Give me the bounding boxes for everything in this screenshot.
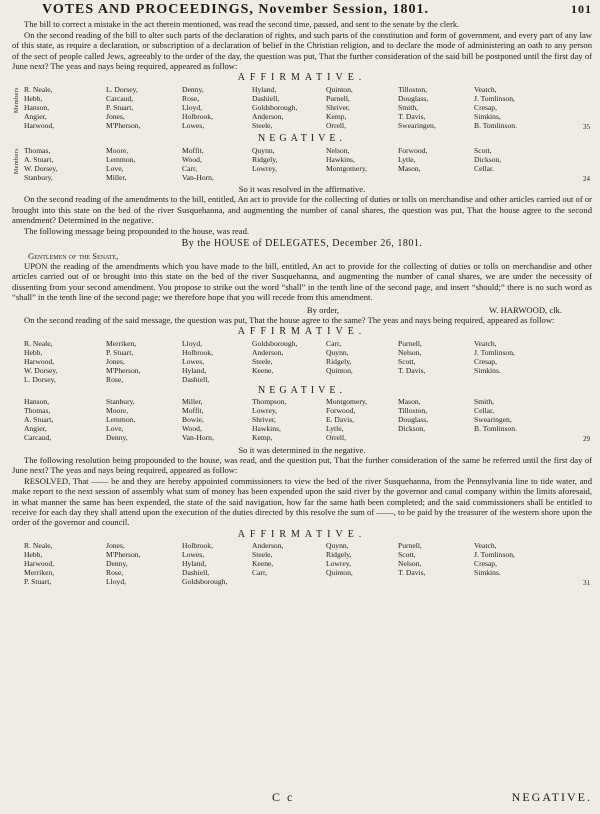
member-name: Carr, bbox=[182, 163, 198, 173]
member-name: Lytle, bbox=[326, 424, 344, 434]
paragraph: On the second reading of the said message, the question was put, That the house agree to the same? The yeas and nays being required, appeared as follow: bbox=[24, 314, 555, 325]
affirmative-heading: AFFIRMATIVE. bbox=[237, 528, 367, 540]
vote-column bbox=[398, 339, 474, 384]
member-name: Moore, bbox=[106, 145, 129, 155]
member-name: Moffit, bbox=[182, 406, 204, 416]
member-name: R. Neale, bbox=[24, 338, 53, 348]
vote-column bbox=[252, 397, 326, 442]
clerk-signature: W. HARWOOD, clk. bbox=[489, 304, 562, 315]
vote-column bbox=[326, 541, 398, 586]
member-name: Purnell, bbox=[398, 541, 422, 551]
member-name: Carcaud, bbox=[24, 433, 52, 443]
member-name: Miller, bbox=[182, 397, 203, 407]
member-name: Anderson, bbox=[252, 541, 284, 551]
member-name: Veatch, bbox=[474, 541, 497, 551]
member-name: Hanson, bbox=[24, 102, 50, 112]
member-name: Dashiell, bbox=[182, 374, 210, 384]
vote-column bbox=[24, 397, 106, 442]
vote-column bbox=[326, 339, 398, 384]
member-name: Keene, bbox=[252, 559, 274, 569]
member-name: Smith, bbox=[474, 397, 495, 407]
paragraph: The following resolution being propounded to the house, was read, and the question put, That the further consideration of the same be referred until the first day of June next? The yeas and nays being required, appeared as follow: bbox=[12, 454, 592, 476]
member-name: R. Neale, bbox=[24, 84, 53, 94]
resolution-result: So it was resolved in the affirmative. bbox=[238, 184, 366, 195]
member-name: Thompson, bbox=[252, 397, 287, 407]
member-name: Orrell, bbox=[326, 433, 347, 443]
member-name: Love, bbox=[106, 163, 124, 173]
member-name: Cellar, bbox=[474, 406, 495, 416]
member-name: P. Stuart, bbox=[106, 102, 134, 112]
vote-column bbox=[474, 85, 544, 130]
vote-column bbox=[182, 339, 252, 384]
affirmative-heading: AFFIRMATIVE. bbox=[237, 72, 367, 84]
member-name: Montgomery, bbox=[326, 163, 368, 173]
member-name: Steele, bbox=[252, 356, 273, 366]
member-name: Lowes, bbox=[182, 356, 205, 366]
member-name: J. Tomlinson, bbox=[474, 550, 515, 560]
member-name: Denny, bbox=[106, 433, 128, 443]
affirmative-heading: AFFIRMATIVE. bbox=[237, 326, 367, 338]
member-name: Thomas, bbox=[24, 406, 51, 416]
running-header bbox=[42, 4, 592, 15]
member-name: M'Pherson, bbox=[106, 550, 141, 560]
member-name: Lowrey, bbox=[326, 559, 352, 569]
member-name: Lowrey, bbox=[252, 406, 278, 416]
member-name: Nelson, bbox=[398, 559, 422, 569]
member-name: M'Pherson, bbox=[106, 365, 141, 375]
page-number: 101 bbox=[571, 2, 592, 16]
vote-column bbox=[24, 85, 106, 130]
vote-count: 24 bbox=[583, 174, 590, 183]
member-name: A. Stuart, bbox=[24, 415, 54, 425]
member-name: Dickson, bbox=[398, 424, 426, 434]
member-name: Rose, bbox=[106, 568, 124, 578]
vote-side-label: Members bbox=[14, 147, 20, 174]
member-name: Goldsborough, bbox=[182, 577, 228, 587]
member-name: Carcaud, bbox=[106, 93, 134, 103]
member-name: Orrell, bbox=[326, 120, 347, 130]
member-name: Quynn, bbox=[252, 145, 275, 155]
member-name: Wood, bbox=[182, 424, 202, 434]
member-name: Ridgely, bbox=[326, 550, 352, 560]
vote-column bbox=[474, 146, 544, 182]
member-name: Quinton, bbox=[326, 84, 353, 94]
member-name: Hawkins, bbox=[252, 424, 281, 434]
member-name: Love, bbox=[106, 424, 124, 434]
member-name: Jones, bbox=[106, 111, 125, 121]
page-footer bbox=[12, 789, 592, 804]
paragraph: On the second reading of the amendments to the bill, entitled, An act to provide for the collecting of duties or tolls on merchandise and other articles carried out of or brought into this state on the bed of the river Susquehanna, and augmenting the number of canal shares, the question was put, That the house agree to the second amendment? Determined in the negative. bbox=[12, 194, 592, 226]
vote-column bbox=[24, 146, 106, 182]
member-name: Anderson, bbox=[252, 111, 284, 121]
member-name: W. Dorsey, bbox=[24, 365, 58, 375]
vote-column bbox=[106, 541, 182, 586]
member-name: Anderson, bbox=[252, 347, 284, 357]
member-name: Montgomery, bbox=[326, 397, 368, 407]
member-name: R. Neale, bbox=[24, 541, 53, 551]
member-name: Lowrey, bbox=[252, 163, 278, 173]
vote-table bbox=[12, 146, 592, 182]
member-name: Harwood, bbox=[24, 356, 55, 366]
member-name: Lytle, bbox=[398, 154, 416, 164]
member-name: Scott, bbox=[398, 356, 416, 366]
member-name: Shriver, bbox=[252, 415, 276, 425]
vote-column bbox=[106, 85, 182, 130]
member-name: Quinton, bbox=[326, 365, 353, 375]
member-name: Van-Horn, bbox=[182, 433, 214, 443]
member-name: Hyland, bbox=[182, 365, 207, 375]
member-name: Shriver, bbox=[326, 102, 350, 112]
member-name: Forwood, bbox=[326, 406, 356, 416]
member-name: W. Dorsey, bbox=[24, 163, 58, 173]
member-name: Quynn, bbox=[326, 541, 349, 551]
member-name: Keene, bbox=[252, 365, 274, 375]
member-name: Lemmon, bbox=[106, 415, 136, 425]
vote-column bbox=[252, 541, 326, 586]
member-name: T. Davis, bbox=[398, 365, 426, 375]
member-name: Lloyd, bbox=[106, 577, 127, 587]
member-name: Quynn, bbox=[326, 347, 349, 357]
document-page bbox=[12, 4, 592, 804]
vote-table bbox=[12, 541, 592, 586]
catchword: NEGATIVE. bbox=[511, 789, 592, 804]
member-name: Purnell, bbox=[398, 338, 422, 348]
paragraph: On the second reading of the bill to alter such parts of the declaration of rights, and such parts of the constitution and form of government, and every part of any law of this state, as require a declaration, or subscription of a declaration of belief in the Christian religion, and to declare the mode of administering an oath to any person of the sect of people called Jews, agreeably to the order of the day, the question was put, That the further consideration of the said bill be postponed until the first day of June next? The yeas and nays being required, appeared as follow: bbox=[12, 29, 592, 72]
member-name: Denny, bbox=[182, 84, 204, 94]
member-name: Wood, bbox=[182, 154, 202, 164]
member-name: Hyland, bbox=[252, 84, 277, 94]
vote-column bbox=[474, 339, 544, 384]
member-name: Kemp, bbox=[326, 111, 347, 121]
member-name: Angier, bbox=[24, 111, 47, 121]
member-name: Bowie, bbox=[182, 415, 204, 425]
member-name: Hyland, bbox=[182, 559, 207, 569]
vote-column bbox=[182, 85, 252, 130]
vote-column bbox=[106, 339, 182, 384]
member-name: Simkins, bbox=[474, 111, 501, 121]
member-name: Dashiell, bbox=[182, 568, 210, 578]
member-name: Lowes, bbox=[182, 550, 205, 560]
member-name: Scott, bbox=[474, 145, 492, 155]
member-name: Harwood, bbox=[24, 120, 55, 130]
resolution-result: So it was determined in the negative. bbox=[238, 444, 366, 455]
member-name: L. Dorsey, bbox=[106, 84, 138, 94]
message-heading: By the HOUSE of DELEGATES, December 26, 1801. bbox=[181, 238, 423, 250]
vote-column bbox=[252, 339, 326, 384]
member-name: Merriken, bbox=[106, 338, 137, 348]
member-name: Simkins. bbox=[474, 568, 501, 578]
member-name: Cresap, bbox=[474, 102, 497, 112]
vote-column bbox=[24, 541, 106, 586]
vote-column bbox=[326, 85, 398, 130]
member-name: Lowes, bbox=[182, 120, 205, 130]
paragraph: The bill to correct a mistake in the act therein mentioned, was read the second time, passed, and sent to the senate by the clerk. bbox=[24, 19, 460, 30]
vote-column bbox=[326, 397, 398, 442]
member-name: Veatch, bbox=[474, 338, 497, 348]
vote-column bbox=[182, 146, 252, 182]
member-name: L. Dorsey, bbox=[24, 374, 56, 384]
vote-column bbox=[398, 85, 474, 130]
member-name: Hebb, bbox=[24, 93, 43, 103]
vote-table bbox=[12, 85, 592, 130]
negative-heading: NEGATIVE. bbox=[258, 384, 346, 396]
member-name: B. Tomlinson. bbox=[474, 120, 517, 130]
vote-column bbox=[106, 397, 182, 442]
vote-column bbox=[474, 541, 544, 586]
page-title: VOTES AND PROCEEDINGS, November Session, 1801. bbox=[42, 2, 429, 17]
member-name: Merriken, bbox=[24, 568, 55, 578]
resolution-text: RESOLVED, That —— be and they are hereby appointed commissioners to view the bed of the river Susquehanna, from the Pennsylvania line to tide water, and make report to the next session of assembly what sum of money has been expended upon the said river by the governor and canal company within the limits aforesaid, in what manner the same has been expended, the state of the said navigation, how far the same hath been completed; and the said commissioners shall be entitled to receive for each day they shall attend upon the execution of the duties directed by this resolve the sum of ——, to be paid by the treasurer of the western shore upon the order of the governor and council. bbox=[12, 475, 592, 528]
member-name: Ridgely, bbox=[326, 356, 352, 366]
member-name: Stanbury, bbox=[24, 172, 53, 182]
member-name: Rose, bbox=[182, 93, 200, 103]
member-name: Smith, bbox=[398, 102, 419, 112]
member-name: Lloyd, bbox=[182, 338, 203, 348]
member-name: Steele, bbox=[252, 120, 273, 130]
signature-block bbox=[12, 305, 562, 315]
member-name: Stanbury, bbox=[106, 397, 135, 407]
member-name: Rose, bbox=[106, 374, 124, 384]
by-order-label: By order, bbox=[306, 304, 340, 315]
signature-mark: C c bbox=[272, 789, 295, 804]
member-name: Holbrook, bbox=[182, 541, 214, 551]
member-name: Cellar. bbox=[474, 163, 495, 173]
vote-column bbox=[398, 541, 474, 586]
vote-table bbox=[12, 397, 592, 442]
member-name: Douglass, bbox=[398, 415, 429, 425]
member-name: Moffit, bbox=[182, 145, 204, 155]
member-name: Simkins. bbox=[474, 365, 501, 375]
member-name: J. Tomlinson, bbox=[474, 93, 515, 103]
member-name: Nelson, bbox=[398, 347, 422, 357]
member-name: E. Davis, bbox=[326, 415, 355, 425]
member-name: P. Stuart, bbox=[106, 347, 134, 357]
vote-column bbox=[182, 397, 252, 442]
vote-column bbox=[398, 397, 474, 442]
paragraph: The following message being propounded to the house, was read. bbox=[24, 225, 250, 236]
vote-side-label: Members bbox=[14, 86, 20, 114]
member-name: Cresap, bbox=[474, 356, 497, 366]
vote-count: 35 bbox=[583, 122, 590, 131]
salutation: Gentlemen of the Senate, bbox=[28, 250, 119, 261]
member-name: Hawkins, bbox=[326, 154, 355, 164]
member-name: Forwood, bbox=[398, 145, 428, 155]
vote-column bbox=[252, 85, 326, 130]
member-name: Moore, bbox=[106, 406, 129, 416]
member-name: Thomas, bbox=[24, 145, 51, 155]
member-name: Carr, bbox=[252, 568, 268, 578]
member-name: P. Stuart, bbox=[24, 577, 52, 587]
member-name: Hebb, bbox=[24, 347, 43, 357]
vote-table bbox=[12, 339, 592, 384]
member-name: Hebb, bbox=[24, 550, 43, 560]
vote-count: 29 bbox=[583, 435, 590, 444]
vote-column bbox=[326, 146, 398, 182]
vote-column bbox=[182, 541, 252, 586]
member-name: T. Davis, bbox=[398, 568, 426, 578]
member-name: Purnell, bbox=[326, 93, 350, 103]
member-name: M'Pherson, bbox=[106, 120, 141, 130]
member-name: Swearingen, bbox=[398, 120, 436, 130]
member-name: Hanson, bbox=[24, 397, 50, 407]
member-name: T. Davis, bbox=[398, 111, 426, 121]
member-name: Jones, bbox=[106, 541, 125, 551]
member-name: Scott, bbox=[398, 550, 416, 560]
member-name: Mason, bbox=[398, 163, 421, 173]
member-name: Tilloston, bbox=[398, 406, 428, 416]
member-name: Steele, bbox=[252, 550, 273, 560]
member-name: Mason, bbox=[398, 397, 421, 407]
member-name: A. Stuart, bbox=[24, 154, 54, 164]
negative-heading: NEGATIVE. bbox=[258, 133, 346, 145]
vote-column bbox=[398, 146, 474, 182]
vote-column bbox=[474, 397, 544, 442]
member-name: Denny, bbox=[106, 559, 128, 569]
member-name: Dashiell, bbox=[252, 93, 280, 103]
member-name: Lloyd, bbox=[182, 102, 203, 112]
member-name: Quinton, bbox=[326, 568, 353, 578]
member-name: Angier, bbox=[24, 424, 47, 434]
vote-column bbox=[106, 146, 182, 182]
vote-column bbox=[252, 146, 326, 182]
member-name: Swearingen, bbox=[474, 415, 512, 425]
member-name: Miller, bbox=[106, 172, 127, 182]
member-name: Van-Horn, bbox=[182, 172, 214, 182]
vote-count: 31 bbox=[583, 579, 590, 588]
member-name: Dickson, bbox=[474, 154, 502, 164]
member-name: Harwood, bbox=[24, 559, 55, 569]
vote-column bbox=[24, 339, 106, 384]
message-body: UPON the reading of the amendments which you have made to the bill, entitled, An act to provide for the collecting of duties or tolls on merchandise and other articles carried out of or brought into this state on the bed of the river Susquehanna, and augmenting the number of canal shares, we are under the necessity of dissenting from your second amendment. You propose to strike out the word “shall” in the tenth line of the second page, and insert “should;” there is no such word as “shall” in the tenth line of the second page; we therefore hope that you will recede from this amendment. bbox=[12, 260, 592, 303]
member-name: Veatch, bbox=[474, 84, 497, 94]
member-name: B. Tomlinson. bbox=[474, 424, 517, 434]
member-name: J. Tomlinson, bbox=[474, 347, 515, 357]
member-name: Lemmon, bbox=[106, 154, 136, 164]
member-name: Jones, bbox=[106, 356, 125, 366]
member-name: Goldsborough, bbox=[252, 102, 298, 112]
member-name: Holbrook, bbox=[182, 347, 214, 357]
member-name: Kemp, bbox=[252, 433, 273, 443]
member-name: Douglass, bbox=[398, 93, 429, 103]
member-name: Goldsborough, bbox=[252, 338, 298, 348]
member-name: Cresap, bbox=[474, 559, 497, 569]
member-name: Holbrook, bbox=[182, 111, 214, 121]
member-name: Tilloston, bbox=[398, 84, 428, 94]
member-name: Nelson, bbox=[326, 145, 350, 155]
member-name: Ridgely, bbox=[252, 154, 278, 164]
member-name: Carr, bbox=[326, 338, 342, 348]
